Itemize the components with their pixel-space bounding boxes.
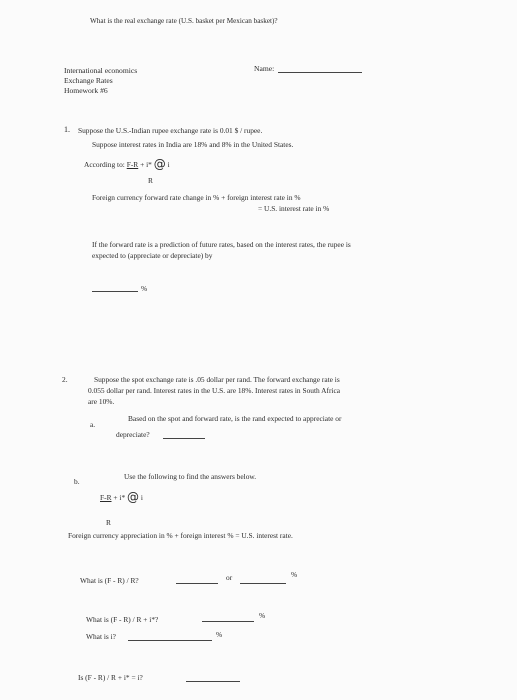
fr-r-plus-answer-blank[interactable]	[202, 613, 254, 622]
i-percent: %	[216, 630, 223, 639]
is-equation-answer-blank[interactable]	[186, 673, 240, 682]
name-label: Name:	[254, 64, 275, 73]
appreciation-line: Foreign currency appreciation in % + foreign interest % = U.S. interest rate.	[68, 531, 293, 540]
q2b-text: Use the following to find the answers below.	[124, 472, 257, 481]
q2a-answer-blank[interactable]	[163, 430, 205, 439]
prediction-line-2: expected to (appreciate or depreciate) by	[92, 251, 213, 260]
q2a-label: a.	[90, 420, 96, 429]
q1-number: 1.	[64, 125, 70, 134]
topic-name: Exchange Rates	[64, 76, 113, 85]
is-equation-line: Is (F - R) / R + i* = i?	[78, 673, 143, 682]
formula-plus-i-star: + i*	[140, 160, 152, 169]
according-label: According to:	[84, 160, 125, 169]
course-name: International economics	[64, 66, 138, 75]
q2-line-1: Suppose the spot exchange rate is .05 dollar per rand. The forward exchange rate is	[94, 375, 340, 384]
fr-r-percent-blank[interactable]	[240, 575, 286, 584]
what-is-i: What is i?	[86, 632, 116, 641]
q2-line-3: are 10%.	[88, 397, 115, 406]
formula-numerator: F-R	[100, 493, 112, 502]
name-field[interactable]	[278, 64, 362, 73]
formula-i: i	[167, 160, 170, 169]
what-is-fr-r: What is (F - R) / R?	[80, 576, 139, 585]
q2a-line-1: Based on the spot and forward rate, is the rand expected to appreciate or	[128, 414, 342, 423]
q2-line-2: 0.055 dollar per rand. Interest rates in the U.S. are 18%. Interest rates in South Africa	[88, 386, 341, 395]
q2-formula	[100, 490, 143, 506]
formula-i: i	[140, 493, 143, 502]
fr-r-percent: %	[291, 570, 298, 579]
at-symbol: @	[127, 490, 139, 504]
q2b-label: b.	[74, 477, 80, 486]
q1-formula	[84, 157, 170, 173]
or-label: or	[226, 573, 233, 582]
at-symbol: @	[153, 157, 166, 171]
what-is-fr-r-plus-i-star: What is (F - R) / R + i*?	[86, 615, 159, 624]
q1-percent: %	[141, 284, 148, 293]
fr-r-answer-blank[interactable]	[176, 575, 218, 584]
q1-answer-blank[interactable]	[92, 283, 138, 292]
formula-numerator: F-R	[126, 160, 139, 169]
fr-r-plus-percent: %	[259, 611, 266, 620]
formula-denominator: R	[106, 518, 111, 527]
forward-rate-line: Foreign currency forward rate change in % + foreign interest rate in %	[92, 193, 301, 202]
q1-line-1: Suppose the U.S.-Indian rupee exchange rate is 0.01 $ / rupee.	[78, 126, 263, 135]
q2a-line-2: depreciate?	[116, 430, 150, 439]
question-title: What is the real exchange rate (U.S. basket per Mexican basket)?	[90, 17, 278, 25]
q1-line-2: Suppose interest rates in India are 18% and 8% in the United States.	[92, 140, 294, 149]
q2-number: 2.	[62, 375, 68, 384]
us-interest-line: = U.S. interest rate in %	[258, 204, 330, 213]
prediction-line-1: If the forward rate is a prediction of future rates, based on the interest rates, the rupee is	[92, 240, 351, 249]
homework-number: Homework #6	[64, 86, 108, 95]
i-answer-blank[interactable]	[128, 632, 212, 641]
formula-plus-i-star: + i*	[113, 493, 126, 502]
formula-denominator: R	[148, 176, 153, 185]
